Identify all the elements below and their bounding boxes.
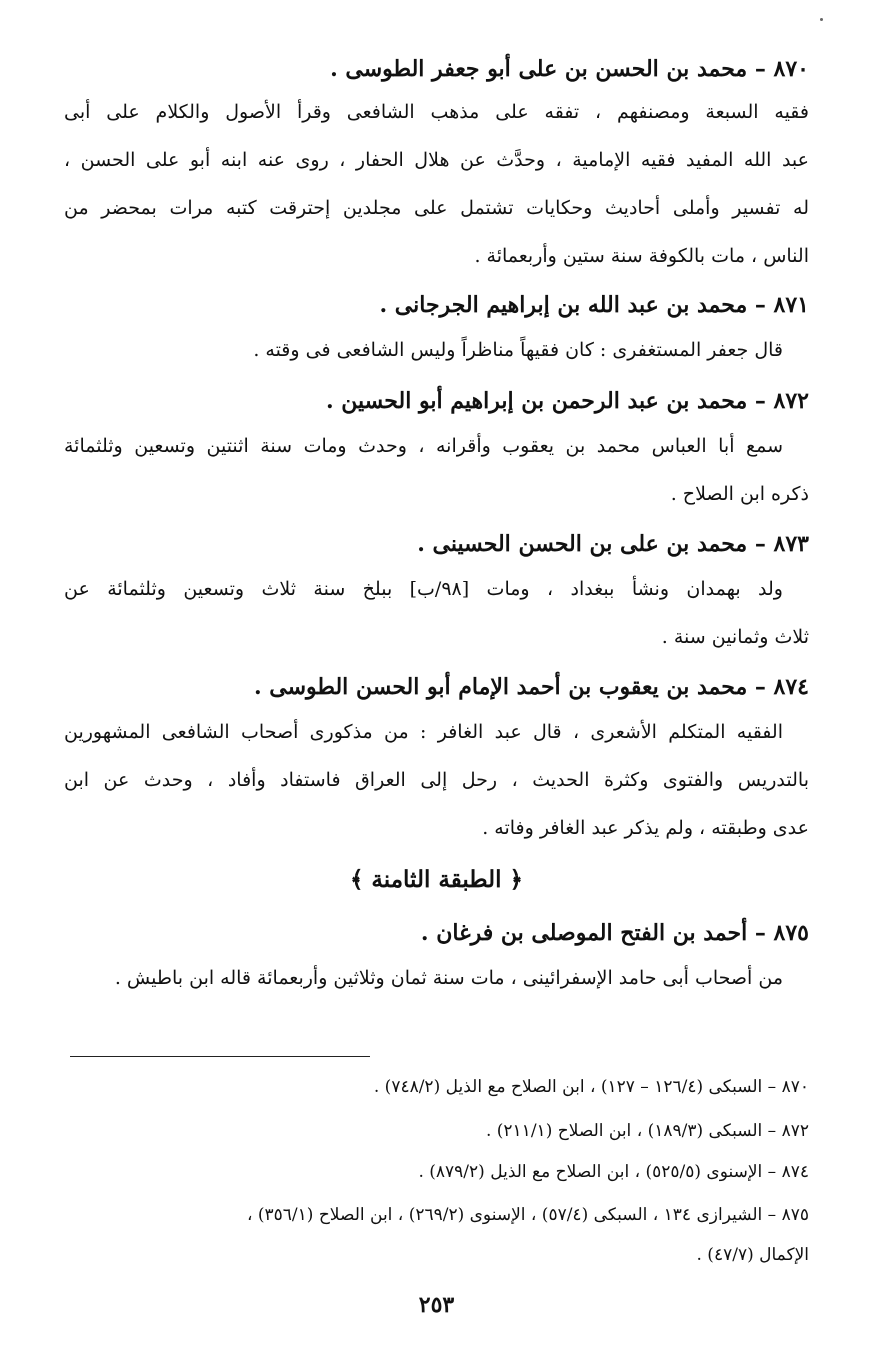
footnote-874: ٨٧٤ – الإسنوى (٥٢٥/٥) ، ابن الصلاح مع الذيل (٨٧٩/٢) . — [418, 1162, 809, 1182]
entry-870-line-4: الناس ، مات بالكوفة سنة ستين وأربعمائة . — [474, 245, 809, 267]
footnote-875: ٨٧٥ – الشيرازى ١٣٤ ، السبكى (٥٧/٤) ، الإسنوى (٢٦٩/٢) ، ابن الصلاح (٣٥٦/١) ، — [247, 1205, 809, 1225]
entry-875-line-1: من أصحاب أبى حامد الإسفرائينى ، مات سنة ثمان وثلاثين وأربعمائة قاله ابن باطيش . — [114, 967, 783, 989]
entry-874-line-1: الفقيه المتكلم الأشعرى ، قال عبد الغافر : من مذكورى أصحاب الشافعى المشهورين — [64, 721, 783, 743]
entry-872-line-2: ذكره ابن الصلاح . — [670, 483, 809, 505]
entry-870-line-3: له تفسير وأملى أحاديث وحكايات تشتمل على مجلدين إحترقت كتبه مرات بمحضر من — [64, 197, 809, 219]
entry-874-line-2: بالتدريس والفتوى وكثرة الحديث ، رحل إلى العراق فاستفاد وأفاد ، وحدث عن ابن — [64, 769, 809, 791]
section-title: ﴿ الطبقة الثامنة ﴾ — [349, 866, 524, 893]
entry-871-line-1: قال جعفر المستغفرى : كان فقيهاً مناظراً وليس الشافعى فى وقته . — [253, 339, 783, 361]
entry-873-line-1: ولد بهمدان ونشأ ببغداد ، ومات [٩٨/ب] ببلخ سنة ثلاث وتسعين وثلثمائة عن — [64, 578, 783, 600]
entry-870-line-2: عبد الله المفيد فقيه الإمامية ، وحدَّث عن هلال الحفار ، روى عنه ابنه أبو على الحسن ، — [64, 149, 809, 171]
entry-heading-875: ٨٧٥ – أحمد بن الفتح الموصلى بن فرغان . — [420, 920, 809, 946]
footnote-875-continued: الإكمال (٤٧/٧) . — [696, 1245, 809, 1265]
entry-874-line-3: عدى وطبقته ، ولم يذكر عبد الغافر وفاته . — [482, 817, 809, 839]
entry-heading-872: ٨٧٢ – محمد بن عبد الرحمن بن إبراهيم أبو الحسين . — [325, 388, 809, 414]
entry-872-line-1: سمع أبا العباس محمد بن يعقوب وأقرانه ، وحدث ومات سنة اثنتين وتسعين وثلثمائة — [64, 435, 783, 457]
footnote-872: ٨٧٢ – السبكى (١٨٩/٣) ، ابن الصلاح (٢١١/١) . — [485, 1121, 809, 1141]
page-number: ٢٥٣ — [418, 1292, 455, 1318]
entry-heading-871: ٨٧١ – محمد بن عبد الله بن إبراهيم الجرجانى . — [379, 292, 809, 318]
entry-870-line-1: فقيه السبعة ومصنفهم ، تفقه على مذهب الشافعى وقرأ الأصول والكلام على أبى — [64, 101, 809, 123]
footnote-separator — [70, 1056, 370, 1057]
scan-speck — [820, 18, 823, 21]
entry-heading-870: ٨٧٠ – محمد بن الحسن بن على أبو جعفر الطوسى . — [330, 56, 809, 82]
entry-heading-874: ٨٧٤ – محمد بن يعقوب بن أحمد الإمام أبو الحسن الطوسى . — [253, 674, 809, 700]
entry-heading-873: ٨٧٣ – محمد بن على بن الحسن الحسينى . — [417, 531, 809, 557]
entry-873-line-2: ثلاث وثمانين سنة . — [661, 626, 809, 648]
footnote-870: ٨٧٠ – السبكى (١٢٦/٤ – ١٢٧) ، ابن الصلاح مع الذيل (٧٤٨/٢) . — [373, 1077, 809, 1097]
